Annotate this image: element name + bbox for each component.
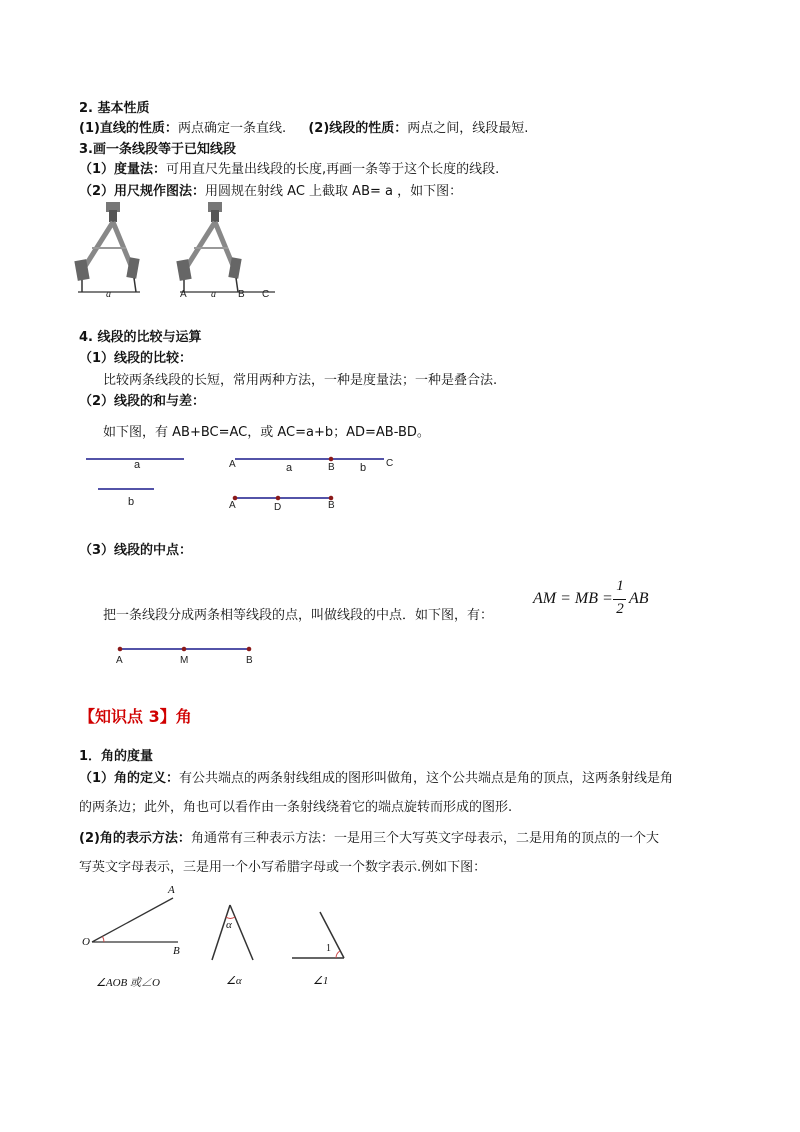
angle1-label-A: A bbox=[168, 884, 175, 896]
angle3-caption: ∠1 bbox=[313, 975, 329, 987]
midpoint-label-B: B bbox=[246, 655, 253, 666]
angle-definition-text2: 的两条边；此外，角也可以看作由一条射线绕着它的端点旋转而形成的图形. bbox=[79, 800, 513, 815]
angle1-ray-OA bbox=[92, 898, 173, 942]
midpoint-text: 把一条线段分成两条相等线段的点，叫做线段的中点．如下图，有： bbox=[103, 608, 494, 623]
angle-representation-label: (2)角的表示方法： bbox=[79, 831, 191, 846]
section-heading-basic-properties: 2. 基本性质 bbox=[79, 101, 150, 116]
angle3-label-1: 1 bbox=[326, 943, 331, 954]
formula-numerator: 1 bbox=[616, 578, 624, 594]
line1-label-a: a bbox=[286, 462, 293, 474]
property-line-label: (1)直线的性质： bbox=[79, 121, 178, 136]
method-compass-text: 用圆规在射线 AC 上截取 AB= a ，如下图： bbox=[205, 184, 463, 199]
angle2-caption: ∠α bbox=[226, 975, 242, 987]
angle-definition-text1: 有公共端点的两条射线组成的图形叫做角，这个公共端点是角的顶点，这两条射线是角 bbox=[179, 771, 674, 786]
sum-diff-label: （2）线段的和与差： bbox=[79, 394, 206, 409]
method-measure-label: （1）度量法： bbox=[79, 162, 167, 177]
compass-right-label-a: a bbox=[211, 289, 216, 300]
property-segment-label: (2)线段的性质： bbox=[308, 121, 408, 136]
angle2-label-alpha: α bbox=[226, 919, 232, 931]
property-line-text: 两点确定一条直线. bbox=[177, 121, 287, 136]
angle3-arc bbox=[336, 951, 340, 958]
formula-denominator: 2 bbox=[616, 601, 624, 617]
compare-text: 比较两条线段的长短，常用两种方法，一种是度量法；一种是叠合法. bbox=[103, 373, 498, 388]
angle1-arc bbox=[103, 937, 105, 943]
line2-label-A: A bbox=[229, 500, 236, 511]
angle1-label-B: B bbox=[173, 945, 180, 957]
method-measure-text: 可用直尺先量出线段的长度,再画一条等于这个长度的线段. bbox=[166, 162, 500, 177]
midpoint-label-A: A bbox=[116, 655, 123, 666]
angle-representation-text2: 写英文字母表示，三是用一个小写希腊字母或一个数字表示.例如下图： bbox=[79, 860, 487, 875]
method-compass-label: （2）用尺规作图法： bbox=[79, 184, 206, 199]
section-heading-draw-segment: 3.画一条线段等于已知线段 bbox=[79, 142, 236, 157]
segment-a-label: a bbox=[134, 459, 141, 471]
midpoint-label: （3）线段的中点： bbox=[79, 543, 193, 558]
midpoint-label-M: M bbox=[180, 655, 189, 666]
angle3-slant-ray bbox=[320, 912, 344, 958]
compass-right-label-C: C bbox=[262, 289, 270, 300]
segment-b-label: b bbox=[128, 496, 135, 508]
line1-label-B: B bbox=[328, 462, 335, 473]
compass-right-label-A: A bbox=[180, 289, 187, 300]
compass-right-label-B: B bbox=[238, 289, 245, 300]
line1-label-A: A bbox=[229, 459, 236, 470]
compare-label: （1）线段的比较： bbox=[79, 351, 193, 366]
angle-definition-label: （1）角的定义： bbox=[79, 771, 180, 786]
angle-measure-heading: 1．角的度量 bbox=[79, 749, 154, 764]
angle1-label-O: O bbox=[82, 936, 90, 948]
knowledge-point-3-title: 【知识点 3】角 bbox=[79, 707, 192, 726]
property-segment-text: 两点之间，线段最短. bbox=[407, 121, 529, 136]
formula-right: AB bbox=[629, 590, 649, 607]
line1-label-b: b bbox=[360, 462, 367, 474]
angle2-right-ray bbox=[230, 905, 253, 960]
angle-representation-text1: 角通常有三种表示方法：一是用三个大写英文字母表示，二是用角的顶点的一个大 bbox=[190, 831, 659, 846]
angle2-left-ray bbox=[212, 905, 230, 960]
section-heading-segment-compare: 4. 线段的比较与运算 bbox=[79, 330, 202, 345]
compass-left-label-a: a bbox=[106, 289, 111, 300]
angle1-caption: ∠AOB 或∠O bbox=[96, 977, 160, 989]
line2-label-D: D bbox=[274, 502, 282, 513]
formula-left: AM = MB = bbox=[533, 590, 613, 607]
line2-label-B: B bbox=[328, 500, 335, 511]
sum-diff-text: 如下图，有 AB+BC=AC，或 AC=a+b；AD=AB-BD。 bbox=[103, 425, 430, 440]
line1-label-C: C bbox=[386, 458, 394, 469]
